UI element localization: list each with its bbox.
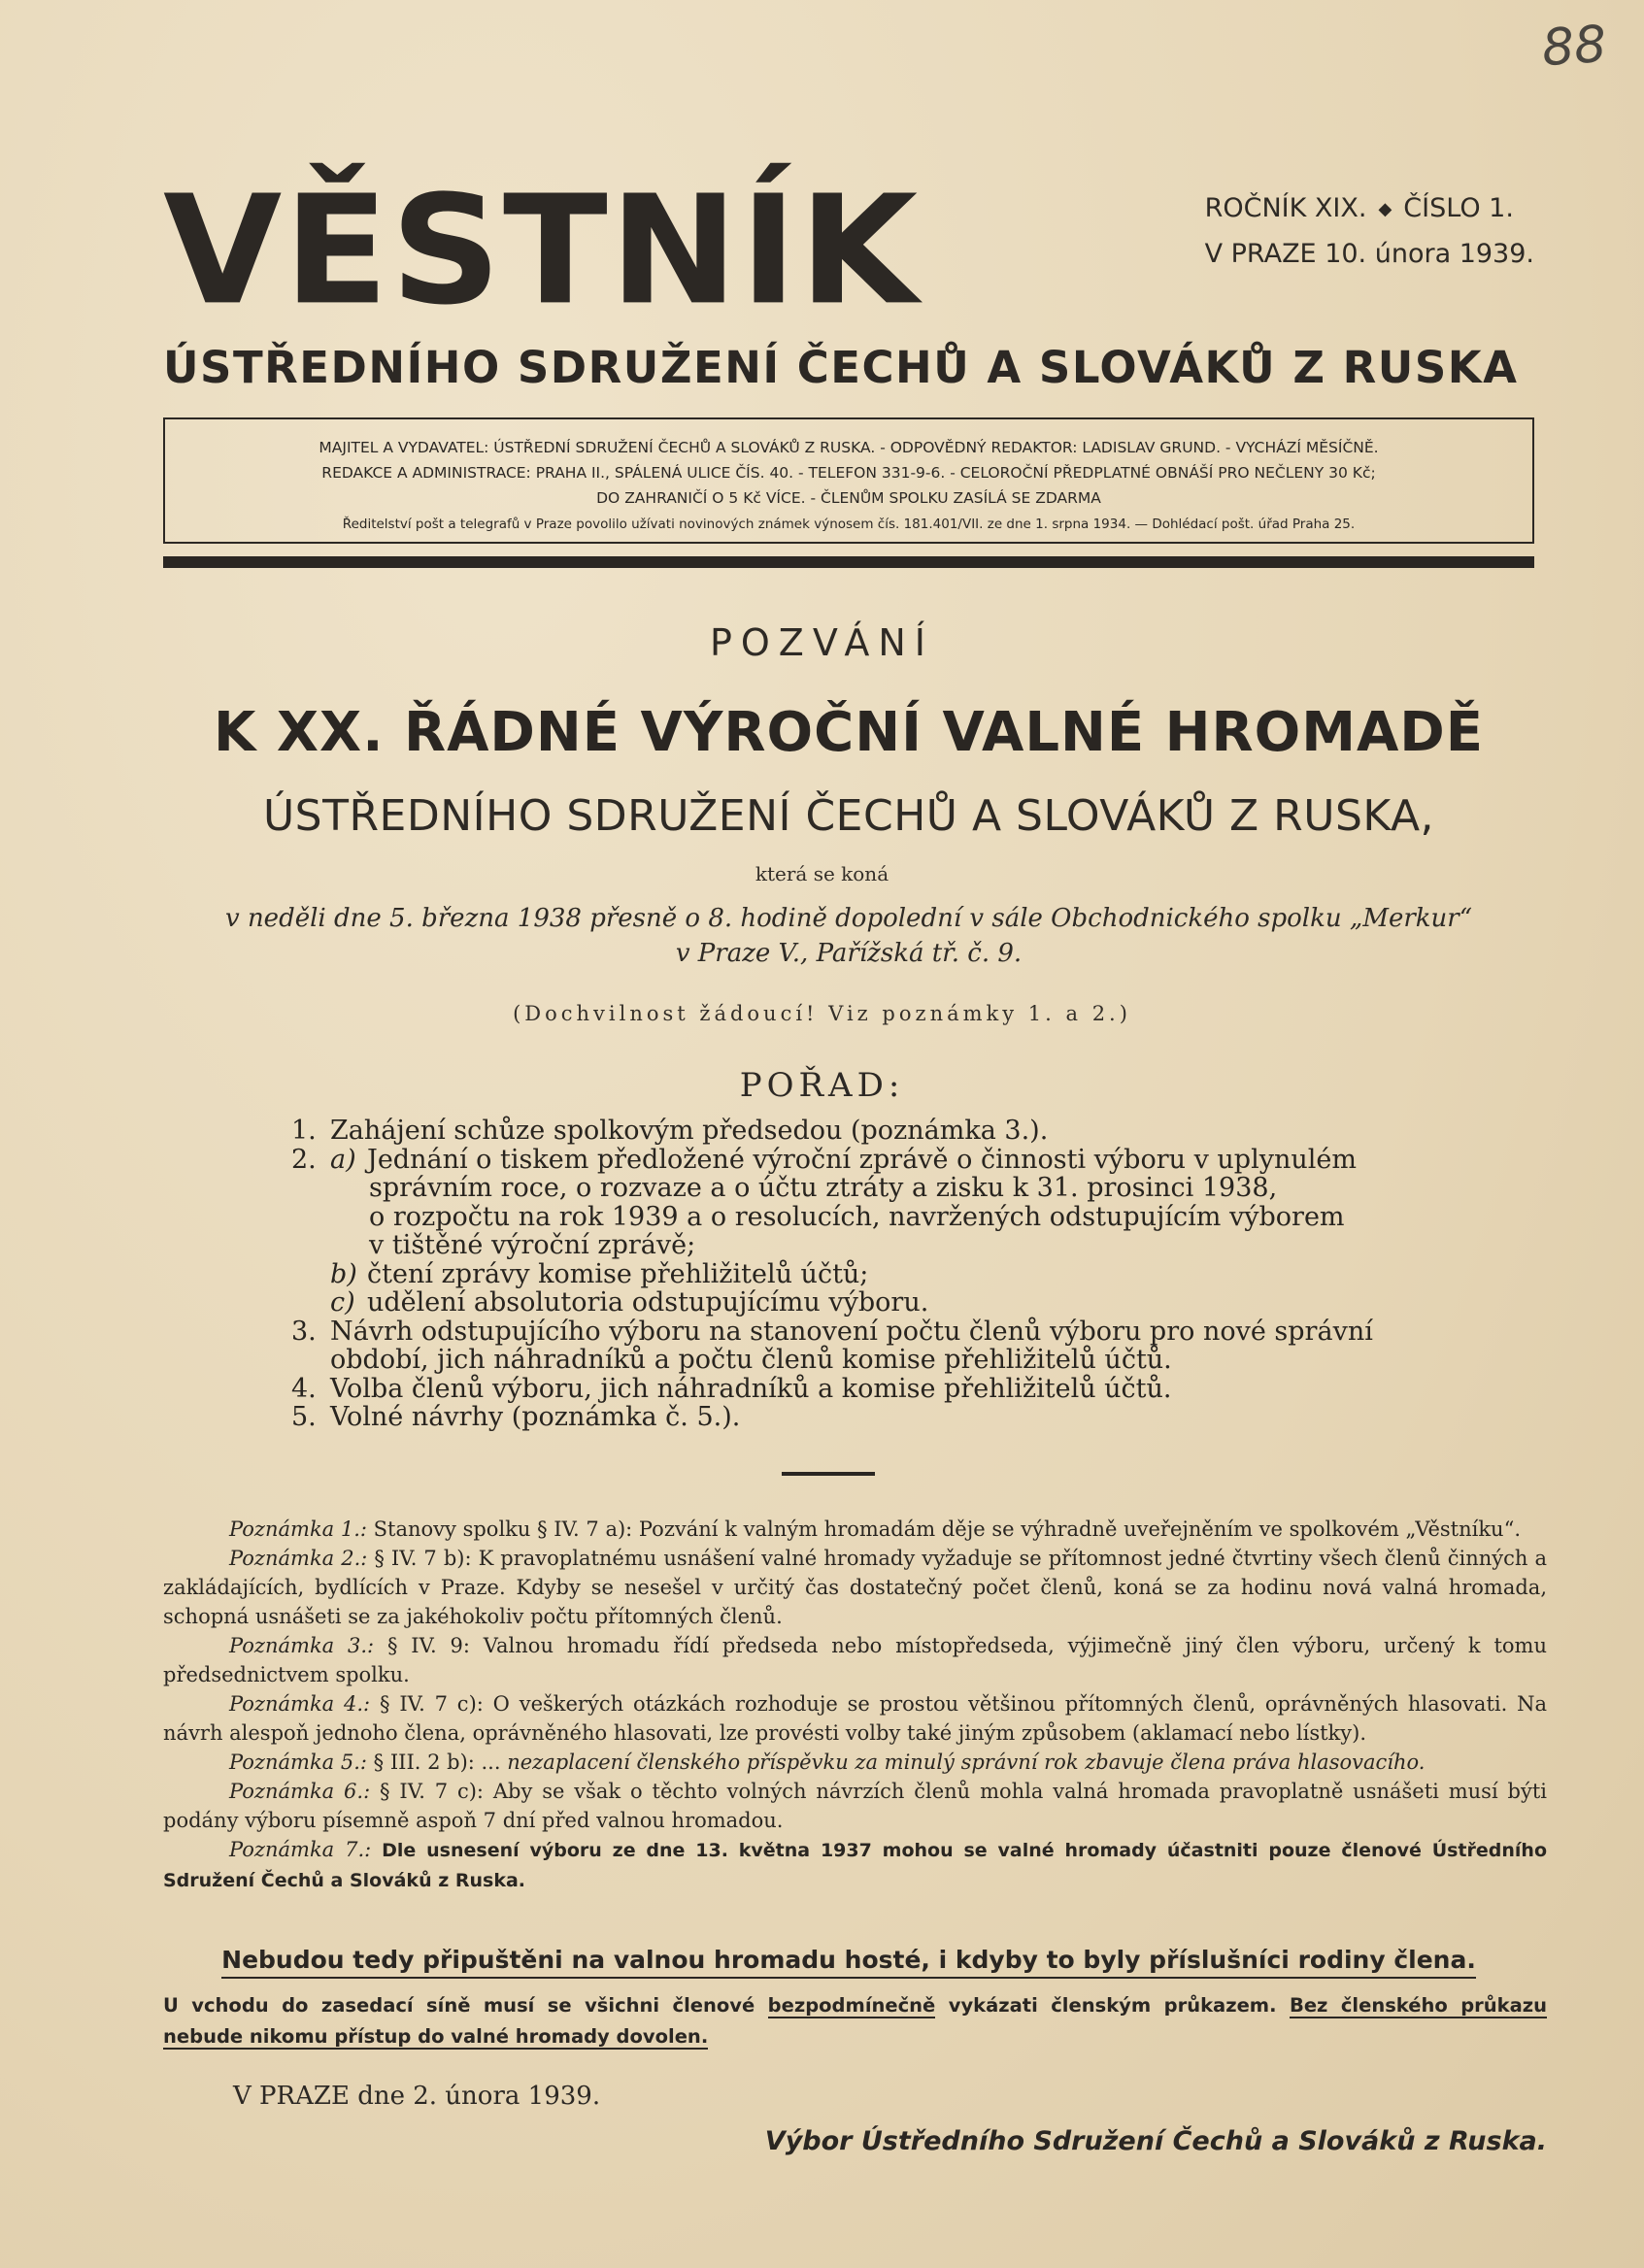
agenda-item-3: 3. Návrh odstupujícího výboru na stanovení počtu členů výboru pro nové správní: [291, 1316, 1373, 1347]
agenda-item-2a: 2. a) Jednání o tiskem předložené výroční zprávě o činnosti výboru v uplynulém: [291, 1144, 1357, 1175]
closing-date: V PRAZE dne 2. února 1939.: [233, 2082, 601, 2111]
agenda-item-2b: b) čtení zprávy komise přehližitelů účtů;: [330, 1258, 869, 1289]
guest-warning: Nebudou tedy připuštěni na valnou hromadu hosté, i kdyby to byly příslušníci rodiny člena.: [163, 1946, 1534, 1974]
invitation-headline: K XX. ŘÁDNÉ VÝROČNÍ VALNÉ HROMADĚ: [213, 701, 1485, 764]
imprint-box: [163, 417, 1534, 544]
note-2: Poznámka 2.: § IV. 7 b): K pravoplatnému usnášení valné hromady vyžaduje se přítomnost jedné čtvrtiny všech členů činných a zakládajících, bydlících v Praze. Kdyby se nesešel v určitý čas dostatečný počet členů, koná se za hodinu nová valná hromada, schopná usnášeti se za jakéhokoliv počtu přítomných členů.: [163, 1547, 1547, 1628]
agenda-heading: POŘAD:: [739, 1066, 905, 1105]
note-6: Poznámka 6.: § IV. 7 c): Aby se však o těchto volných návrzích členů mohla valná hromada pravoplatně usnášeti musí býti podány výboru písemně aspoň 7 dní před valnou hromadou.: [163, 1780, 1547, 1832]
signature: Výbor Ústředního Sdružení Čechů a Slováků z Ruska.: [764, 2126, 1547, 2156]
entry-line-1: U vchodu do zasedací síně musí se všichni členové bezpodmínečně vykázati členským průkazem. Bez členského průkazu: [163, 1994, 1548, 2017]
note-1: Poznámka 1.: Stanovy spolku § IV. 7 a): Pozvání k valným hromadám děje se výhradně uveřejněním ve spolkovém „Věstníku“.: [229, 1518, 1521, 1541]
entry-line-2: nebude nikomu přístup do valné hromady dovolen.: [163, 2025, 709, 2048]
note-5: Poznámka 5.: § III. 2 b): ... nezaplacení členského příspěvku za minulý správní rok zbavuje člena práva hlasovacího.: [229, 1751, 1426, 1774]
volume: ROČNÍK XIX.: [1204, 193, 1367, 223]
agenda-item-2a-line-2: správním roce, o rozvaze a o účtu ztráty a zisku k 31. prosinci 1938,: [369, 1173, 1278, 1203]
invitation-kona: která se koná: [755, 862, 889, 885]
agenda-item-1: 1. Zahájení schůze spolkovým předsedou (poznámka 3.).: [291, 1116, 1049, 1146]
newspaper-subtitle: ÚSTŘEDNÍHO SDRUŽENÍ ČECHŮ A SLOVÁKŮ Z RUSKA: [163, 342, 1519, 393]
agenda-item-2a-line-3: o rozpočtu na rok 1939 a o resolucích, navržených odstupujícím výborem: [369, 1201, 1345, 1232]
note-4: Poznámka 4.: § IV. 7 c): O veškerých otázkách rozhoduje se prostou většinou přítomných členů, oprávněných hlasovati. Na návrh alespoň jednoho člena, oprávněného hlasovati, lze provésti volby také jiným způsobem (aklamací nebo lístky).: [163, 1692, 1547, 1745]
agenda-list: [291, 1117, 1418, 1432]
meeting-when-line-2: v Praze V., Pařížská tř. č. 9.: [675, 939, 1023, 968]
masthead: [163, 163, 1534, 339]
agenda-item-4: 4. Volba členů výboru, jich náhradníků a komise přehližitelů účtů.: [291, 1373, 1172, 1404]
agenda-item-5: 5. Volné návrhy (poznámka č. 5.).: [291, 1402, 741, 1432]
meeting-when-line-1: v neděli dne 5. března 1938 přesně o 8. hodině dopolední v sále Obchodnického spolku „Merkur“: [224, 904, 1473, 933]
imprint-line-1: MAJITEL A VYDAVATEL: ÚSTŘEDNÍ SDRUŽENÍ ČECHŮ A SLOVÁKŮ Z RUSKA. - ODPOVĚDNÝ REDAKTOR: LADISLAV GRUND. - VYCHÁZÍ MĚSÍČNĚ.: [319, 439, 1379, 456]
imprint-line-3: DO ZAHRANIČÍ O 5 Kč VÍCE. - ČLENŮM SPOLKU ZASÍLÁ SE ZDARMA: [596, 489, 1101, 507]
diamond-separator-icon: ◆: [1378, 198, 1392, 219]
meeting-when: [163, 901, 1534, 971]
place-date: V PRAZE 10. února 1939.: [1204, 238, 1534, 269]
newspaper-title: VĚSTNÍK: [163, 163, 921, 339]
section-divider: [782, 1472, 875, 1476]
issue-number: ČÍSLO 1.: [1403, 193, 1514, 223]
punctuality-note: (Dochvilnost žádoucí! Viz poznámky 1. a 2.): [513, 1002, 1131, 1025]
issue-info: [1205, 186, 1534, 277]
agenda-item-3-line-2: období, jich náhradníků a počtu členů komise přehližitelů účtů.: [330, 1345, 1172, 1375]
note-3: Poznámka 3.: § IV. 9: Valnou hromadu řídí předseda nebo místopředseda, výjimečně jiný člen výboru, určený k tomu předsednictvem spolku.: [163, 1634, 1547, 1686]
handwritten-mark: 88: [1539, 15, 1609, 79]
note-7: Poznámka 7.: Dle usnesení výboru ze dne 13. května 1937 mohou se valné hromady účastniti pouze členové Ústředního Sdružení Čechů a Slováků z Ruska.: [163, 1838, 1547, 1891]
notes-section: [163, 1515, 1547, 1895]
header-rule: [163, 556, 1534, 568]
invitation-subheadline: ÚSTŘEDNÍHO SDRUŽENÍ ČECHŮ A SLOVÁKŮ Z RUSKA,: [262, 791, 1435, 841]
entry-requirement: [163, 1990, 1547, 2052]
imprint-line-4: Ředitelství pošt a telegrafů v Praze povolilo užívati novinových známek výnosem čís. 181.401/VII. ze dne 1. srpna 1934. — Dohlédací pošt. úřad Praha 25.: [342, 517, 1356, 532]
volume-issue-line: [1205, 186, 1534, 232]
agenda-item-2c: c) udělení absolutoria odstupujícímu výboru.: [330, 1287, 929, 1317]
agenda-item-2a-line-4: v tištěné výroční zprávě;: [369, 1230, 696, 1260]
invitation-heading: POZVÁNÍ: [709, 621, 935, 664]
imprint-line-2: REDAKCE A ADMINISTRACE: PRAHA II., SPÁLENÁ ULICE ČÍS. 40. - TELEFON 331-9-6. - CELOROČNÍ PŘEDPLATNÉ OBNÁŠÍ PRO NEČLENY 30 Kč;: [321, 464, 1376, 482]
